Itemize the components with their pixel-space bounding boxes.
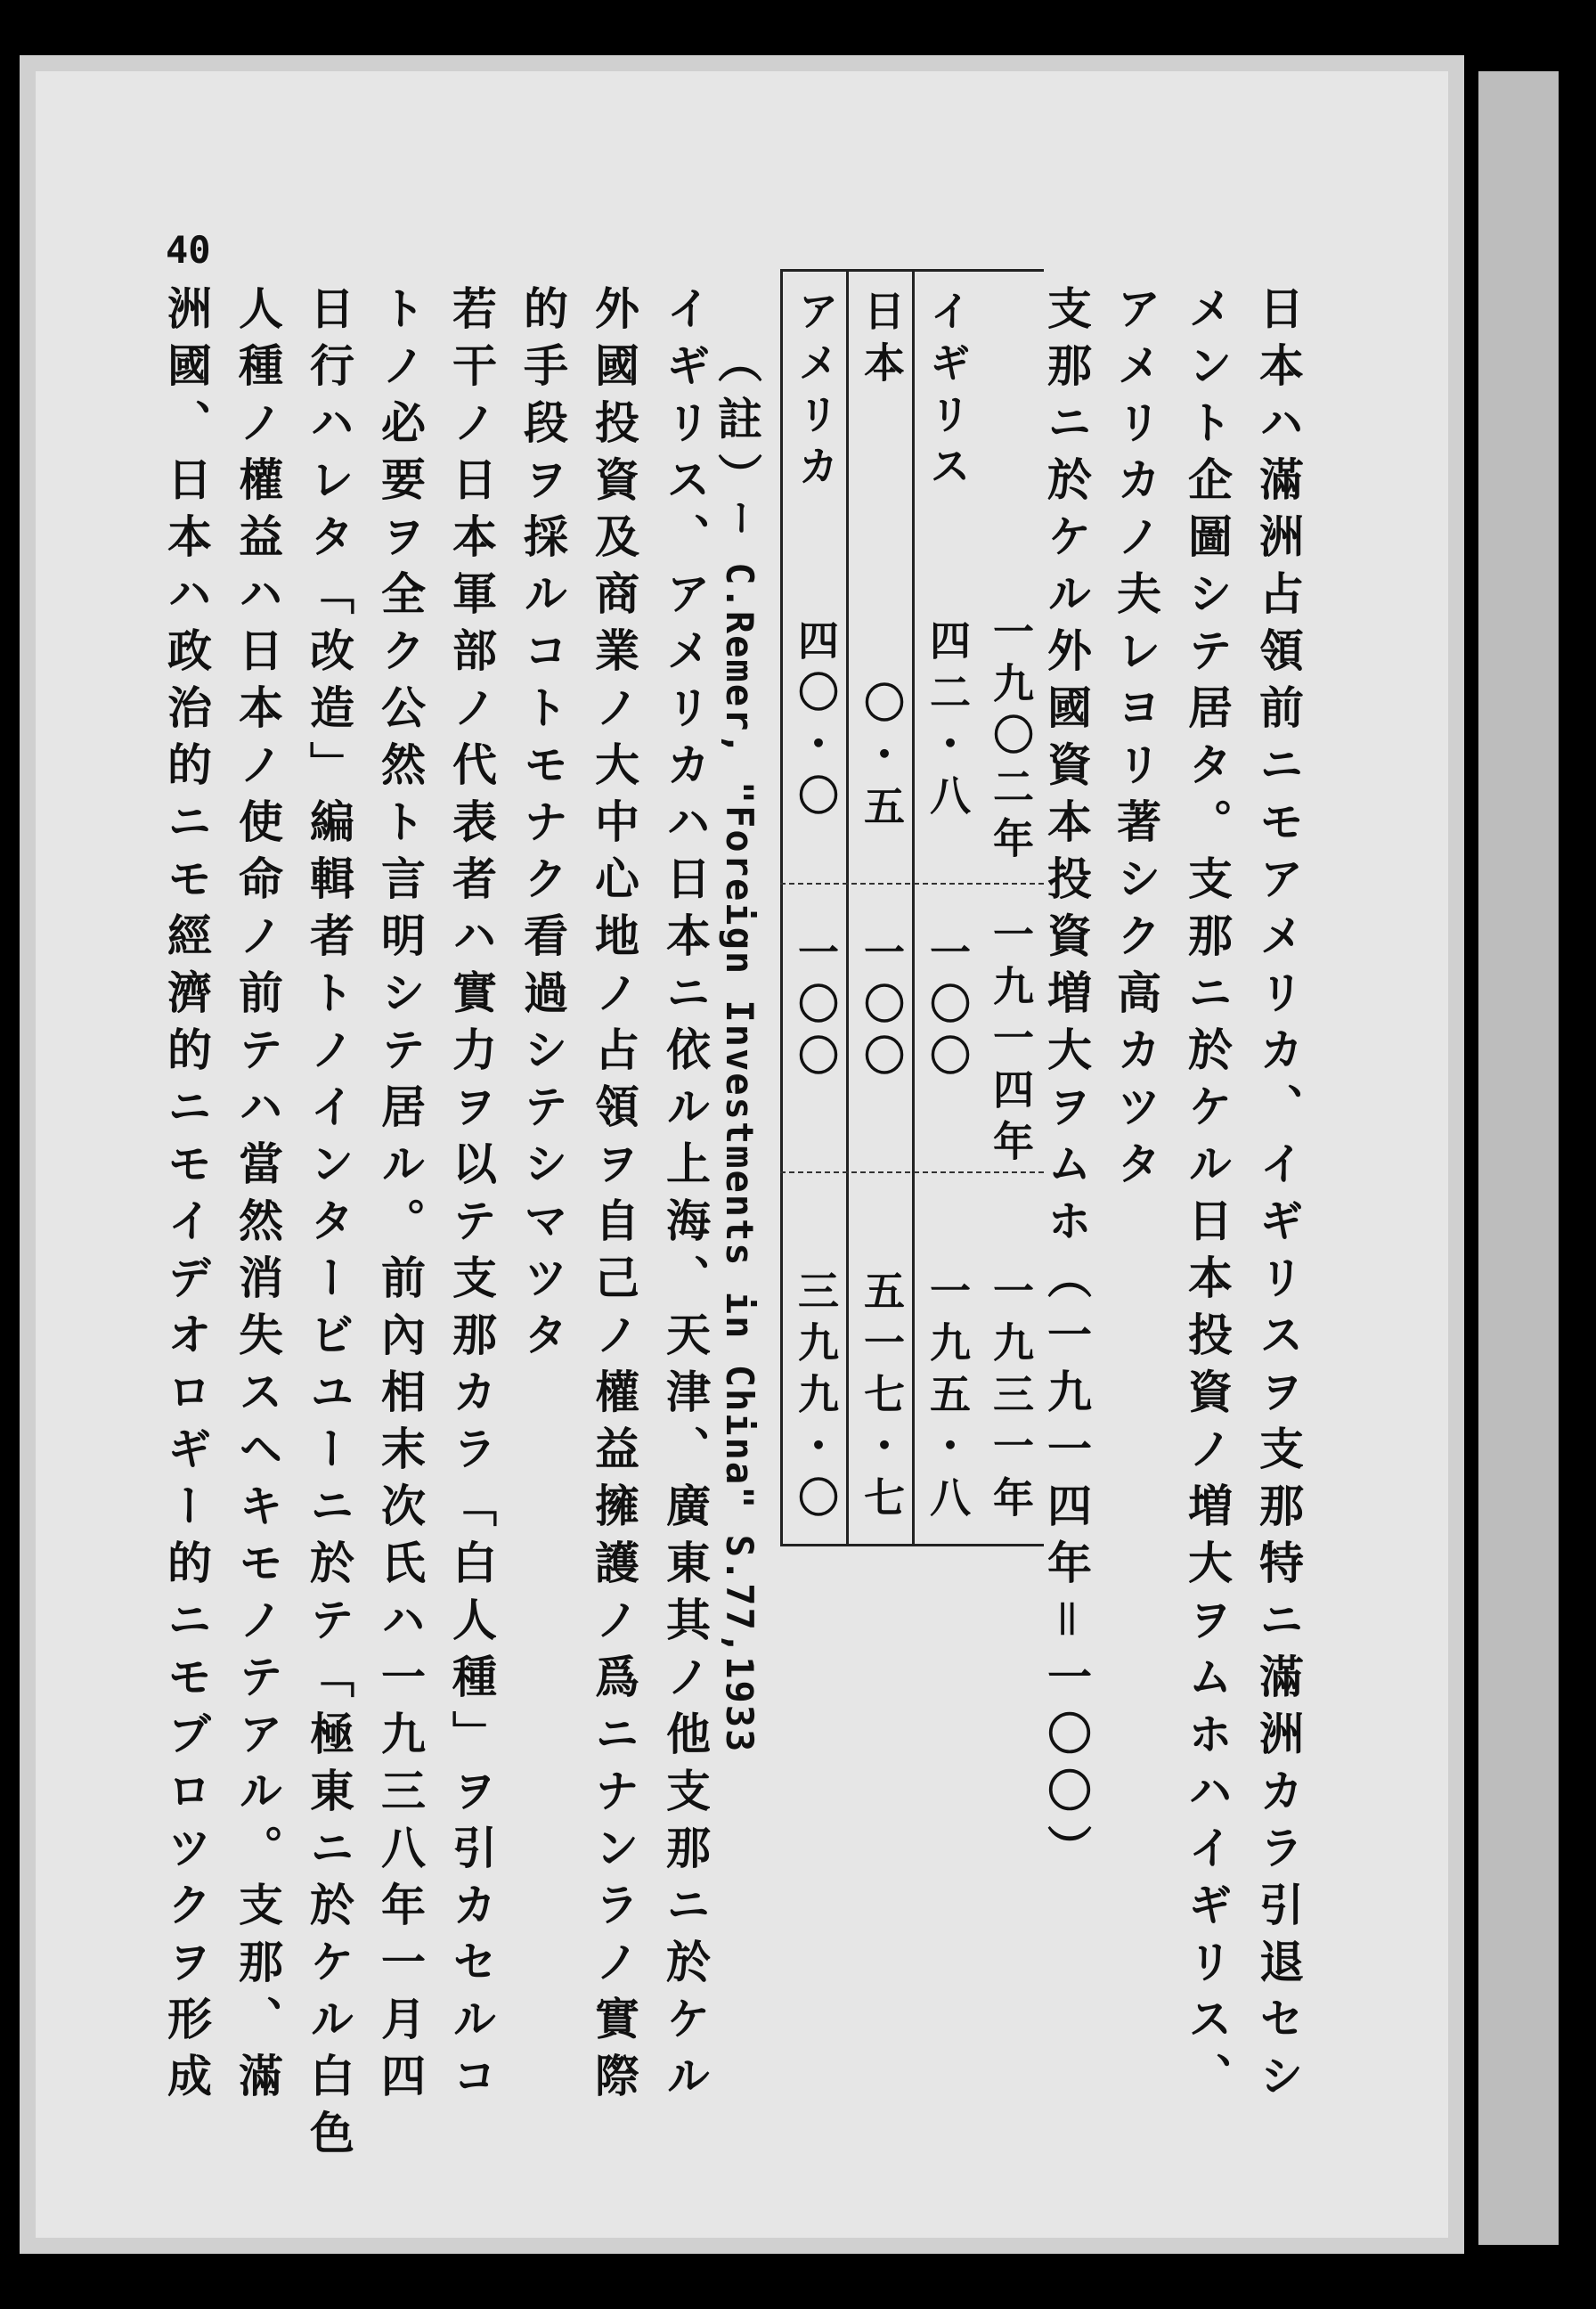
body-text-column-9: トノ必要ヲ全ク公然ト言明シテ居ル。前內相末次氏ハ一九三八年一月四 — [374, 285, 427, 2109]
table-header-column — [978, 272, 1044, 1544]
body-text-column-2: メント企圖シテ居タ。支那ニ於ケル日本投資ノ増大ヲムホハイギリス、 — [1181, 285, 1234, 2109]
table-cell: 一〇〇 — [858, 931, 906, 1086]
table-row-label: 日本 — [858, 290, 906, 393]
adjacent-page-edge — [1478, 71, 1559, 2245]
body-text-column-6: 外國投資及商業ノ大中心地ノ占領ヲ自己ノ權益擁護ノ爲ニナンラノ實際 — [588, 285, 640, 2109]
body-text-column-4: 支那ニ於ケル外國資本投資増大ヲムホ（一九一四年＝一〇〇） — [1040, 285, 1093, 1881]
table-cell: 一九五・八 — [924, 1269, 972, 1528]
table-row-japan — [846, 272, 915, 1544]
note-label: （註） — [711, 339, 763, 510]
table-header-year-1914: 一九一四年 — [987, 913, 1035, 1171]
table-row-label: イギリス — [924, 290, 972, 496]
table-divider — [780, 883, 1044, 885]
table-row-america — [780, 272, 849, 1544]
body-text-column-8: 若干ノ日本軍部ノ代表者ハ實力ヲ以テ支那カラ「白人種」ヲ引カセルコ — [445, 285, 498, 2109]
table-cell: 〇・五 — [858, 681, 906, 836]
table-header-year-1902: 一九〇二年 — [987, 610, 1035, 869]
table-cell: 三九九・〇 — [792, 1269, 840, 1528]
investment-table — [780, 269, 1044, 1546]
body-text-column-3: アメリカノ夫レヨリ著シク高カツタ — [1110, 285, 1162, 1197]
table-cell: 五一七・七 — [858, 1269, 906, 1528]
body-text-column-12: 洲國、日本ハ政治的ニモ經濟的ニモイデオロギー的ニモブロツクヲ形成 — [160, 285, 213, 2109]
table-cell: 四〇・〇 — [792, 619, 840, 826]
table-cell: 一〇〇 — [924, 931, 972, 1086]
body-text-column-10: 日行ハレタ「改造」編輯者トノインタービユーニ於テ「極東ニ於ケル白色 — [303, 285, 355, 2166]
body-text-column-1: 日本ハ滿洲占領前ニモアメリカ、イギリスヲ支那特ニ滿洲カラ引退セシ — [1252, 285, 1305, 2109]
table-row-label: アメリカ — [792, 290, 840, 496]
table-header-year-1931: 一九三一年 — [987, 1269, 1035, 1528]
table-divider — [780, 1171, 1044, 1173]
table-row-britain — [912, 272, 981, 1544]
body-text-column-7: 的手段ヲ採ルコトモナク看過シテシマツタ — [517, 285, 569, 1368]
body-text-column-11: 人種ノ權益ハ日本ノ使命ノ前テハ當然消失スヘキモノテアル。支那、滿 — [232, 285, 284, 2109]
table-cell: 一〇〇 — [792, 931, 840, 1086]
table-cell: 四二・八 — [924, 619, 972, 826]
note-reference: ー C.Remer, "Foreign Investments in China" S.77,1933 — [718, 499, 761, 1754]
body-text-column-5: イギリス、アメリカハ日本ニ依ル上海、天津、廣東其ノ他支那ニ於ケル — [659, 285, 712, 2109]
page-number: 40 — [166, 228, 211, 272]
